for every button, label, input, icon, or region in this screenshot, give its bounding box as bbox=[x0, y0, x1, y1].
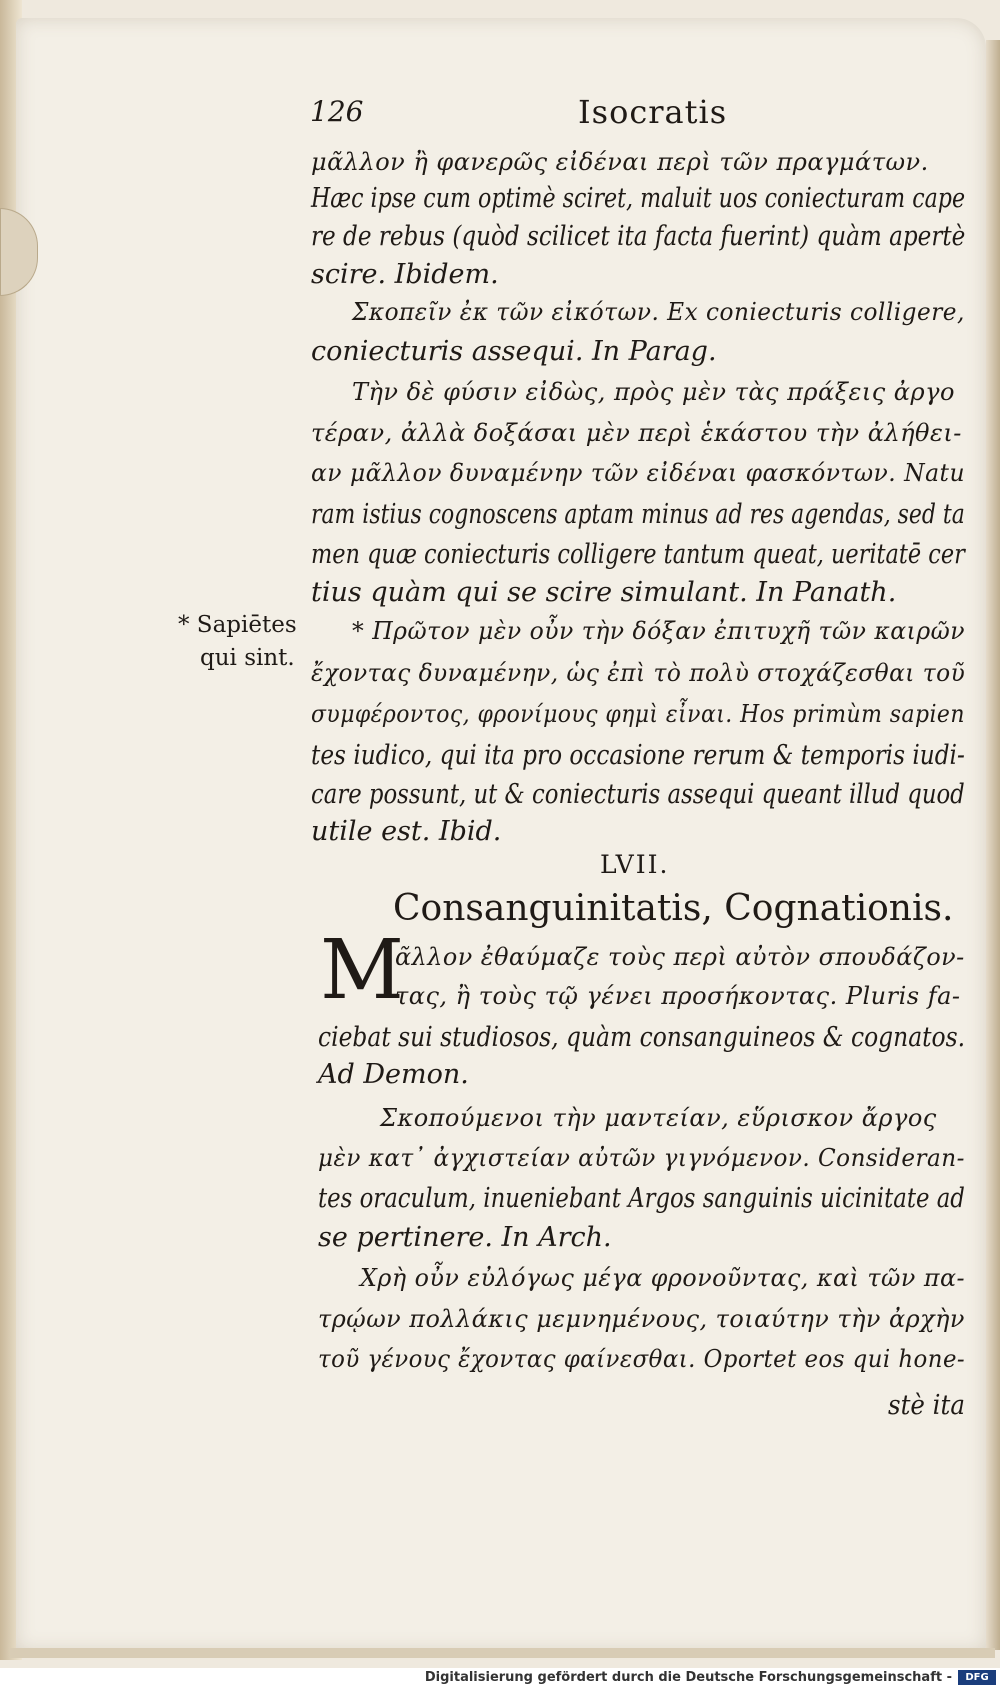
text-line: τοῦ γένους ἔχοντας φαίνεσθαι. Oportet eos qui hone- bbox=[318, 1345, 966, 1373]
page-edge bbox=[986, 40, 1000, 1650]
text-line: men quæ coniecturis colligere tantum queat, ueritatē cer bbox=[311, 539, 965, 570]
page-bottom-edge bbox=[10, 1648, 995, 1658]
text-line: μὲν κατ᾽ ἀγχιστείαν αὐτῶν γιγνόμενον. Consideran- bbox=[318, 1144, 965, 1172]
text-line: ram istius cognoscens aptam minus ad res agendas, sed ta bbox=[311, 499, 965, 530]
text-line: care possunt, ut & coniecturis assequi queant illud quod bbox=[311, 779, 965, 810]
margin-note-line1: * Sapiētes bbox=[178, 612, 297, 638]
text-line: Hæc ipse cum optimè sciret, maluit uos coniecturam cape bbox=[311, 183, 966, 214]
text-line: τας, ἢ τοὺς τῷ γένει προσήκοντας. Pluris fa- bbox=[395, 982, 961, 1010]
text-line: tius quàm qui se scire simulant. In Panath. bbox=[311, 577, 897, 608]
text-line: tes iudico, qui ita pro occasione rerum & temporis iudi- bbox=[311, 740, 965, 771]
text-line: Ad Demon. bbox=[318, 1059, 469, 1090]
catchword: stè ita bbox=[888, 1390, 965, 1421]
margin-note-line2: qui sint. bbox=[200, 645, 295, 671]
section-number: LVII. bbox=[600, 850, 670, 879]
drop-cap: M bbox=[320, 923, 404, 1018]
running-head: Isocratis bbox=[578, 93, 728, 131]
text-line: Χρὴ οὖν εὐλόγως μέγα φρονοῦντας, καὶ τῶν πα- bbox=[360, 1264, 966, 1292]
text-line: re de rebus (quòd scilicet ita facta fuerint) quàm apertè bbox=[311, 221, 966, 252]
text-line: ἔχοντας δυναμένην, ὡς ἐπὶ τὸ πολὺ στοχάζεσθαι τοῦ bbox=[311, 659, 966, 687]
text-line: utile est. Ibid. bbox=[311, 816, 502, 847]
dfg-logo: DFG bbox=[958, 1670, 996, 1685]
text-line: se pertinere. In Arch. bbox=[318, 1222, 612, 1253]
text-line: Σκοπούμενοι τὴν μαντείαν, εὕρισκον ἄργος bbox=[380, 1104, 937, 1132]
text-line: συμφέροντος, φρονίμους φημὶ εἶναι. Hos primùm sapien bbox=[311, 700, 965, 728]
section-title: Consanguinitatis, Cognationis. bbox=[393, 888, 954, 929]
text-line: * Πρῶτον μὲν οὖν τὴν δόξαν ἐπιτυχῆ τῶν καιρῶν bbox=[352, 617, 966, 645]
text-line: Τὴν δὲ φύσιν εἰδὼς, πρὸς μὲν τὰς πράξεις ἀργο bbox=[352, 378, 955, 406]
text-line: ciebat sui studiosos, quàm consanguineos & cognatos. bbox=[318, 1022, 966, 1053]
text-line: scire. Ibidem. bbox=[311, 259, 499, 290]
text-line: ᾶλλον ἐθαύμαζε τοὺς περὶ αὐτὸν σπουδάζον- bbox=[395, 943, 965, 971]
footer-credit: Digitalisierung gefördert durch die Deutsche Forschungsgemeinschaft - bbox=[424, 1670, 952, 1685]
text-line: μᾶλλον ἢ φανερῶς εἰδέναι περὶ τῶν πραγμάτων. bbox=[311, 148, 929, 176]
text-line: tes oraculum, inueniebant Argos sanguinis uicinitate ad bbox=[318, 1183, 965, 1214]
page-number: 126 bbox=[310, 95, 364, 128]
text-line: αν μᾶλλον δυναμένην τῶν εἰδέναι φασκόντων. Natu bbox=[311, 459, 966, 487]
text-line: Σκοπεῖν ἐκ τῶν εἰκότων. Ex coniecturis colligere, bbox=[352, 298, 965, 326]
text-line: τέραν, ἀλλὰ δοξάσαι μὲν περὶ ἑκάστου τὴν ἀλήθει- bbox=[311, 419, 962, 447]
text-line: τρῴων πολλάκις μεμνημένους, τοιαύτην τὴν ἀρχὴν bbox=[318, 1305, 965, 1333]
text-line: coniecturis assequi. In Parag. bbox=[311, 336, 717, 367]
